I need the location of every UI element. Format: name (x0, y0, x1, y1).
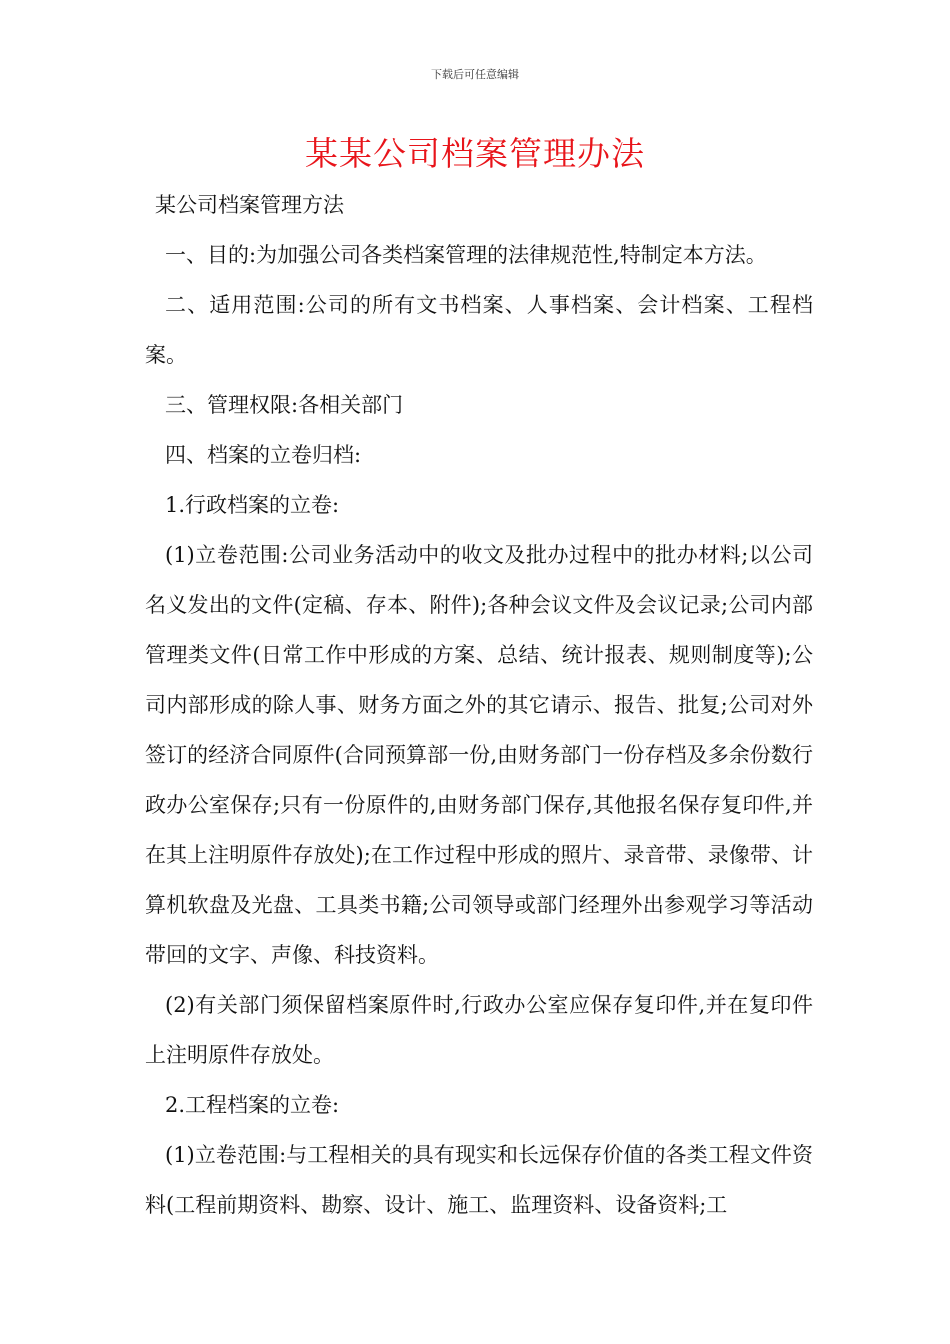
paragraph-admin-heading: 1.行政档案的立卷: (165, 493, 340, 517)
paragraph-purpose: 一、目的:为加强公司各类档案管理的法律规范性,特制定本方法。 (165, 243, 767, 267)
paragraph-admin-copies: (2)有关部门须保留档案原件时,行政办公室应保存复印件,并在复印件上注明原件存放处。 (145, 993, 813, 1067)
paragraph-scope: 二、适用范围:公司的所有文书档案、人事档案、会计档案、工程档案。 (145, 293, 813, 367)
paragraph-authority: 三、管理权限:各相关部门 (165, 393, 404, 417)
subtitle-paragraph: 某公司档案管理方法 (155, 193, 344, 217)
document-title: 某某公司档案管理办法 (305, 134, 645, 173)
paragraph-filing: 四、档案的立卷归档: (165, 443, 362, 467)
paragraph-engineering-scope: (1)立卷范围:与工程相关的具有现实和长远保存价值的各类工程文件资料(工程前期资料、勘察、设计、施工、监理资料、设备资料;工 (145, 1143, 813, 1217)
document-body (145, 180, 813, 1230)
paragraph-admin-scope: (1)立卷范围:公司业务活动中的收文及批办过程中的批办材料;以公司名义发出的文件(定稿、存本、附件);各种会议文件及会议记录;公司内部管理类文件(日常工作中形成的方案、总结、统计报表、规则制度等);公司内部形成的除人事、财务方面之外的其它请示、报告、批复;公司对外签订的经济合同原件(合同预算部一份,由财务部门一份存档及多余份数行政办公室保存;只有一份原件的,由财务部门保存,其他报名保存复印件,并在其上注明原件存放处);在工作过程中形成的照片、录音带、录像带、计算机软盘及光盘、工具类书籍;公司领导或部门经理外出参观学习等活动带回的文字、声像、科技资料。 (145, 543, 813, 967)
paragraph-engineering-heading: 2.工程档案的立卷: (165, 1093, 340, 1117)
page-header-note: 下载后可任意编辑 (431, 68, 519, 81)
